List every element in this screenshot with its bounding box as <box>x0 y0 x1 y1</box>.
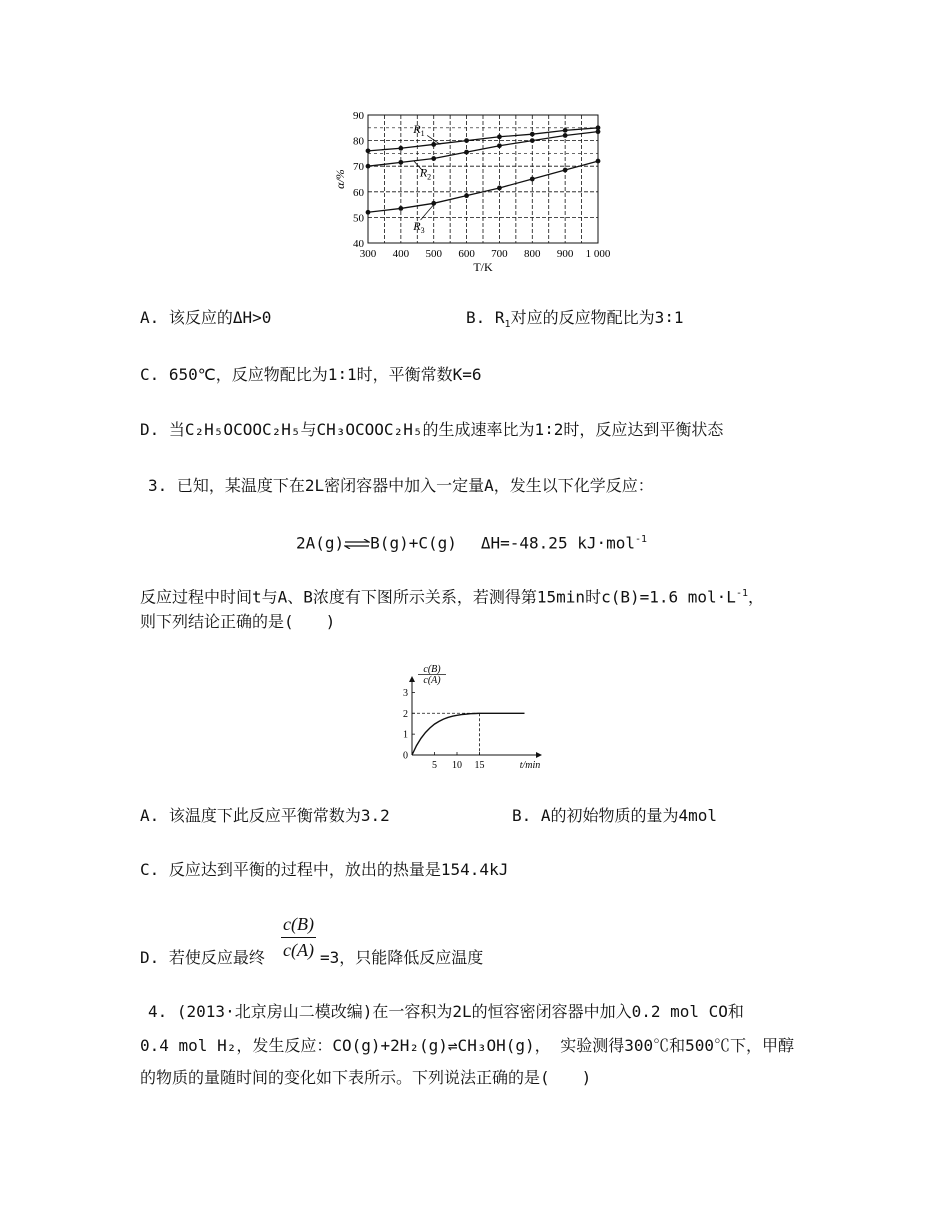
data-point <box>431 142 436 147</box>
y-tick-label: 70 <box>353 161 364 174</box>
q4-stem-line-3: 的物质的量随时间的变化如下表所示。下列说法正确的是( ) <box>140 1068 592 1087</box>
series-label: $R_1$ <box>413 121 425 138</box>
y-tick-label: 60 <box>353 186 364 199</box>
x-tick-label: 500 <box>425 248 442 260</box>
x-axis-label: T/K <box>473 260 493 274</box>
x-tick-label: 700 <box>491 248 508 260</box>
y-tick-label: 90 <box>353 110 364 122</box>
data-point <box>366 164 371 169</box>
data-point <box>464 193 469 198</box>
y-tick-label: 80 <box>353 135 364 148</box>
equilibrium-arrow-icon <box>344 534 370 554</box>
x-tick-label: 1 000 <box>585 248 611 260</box>
x-tick-label: 400 <box>392 248 410 260</box>
q3-option-b: B. A的初始物质的量为4mol <box>512 806 718 825</box>
x-axis-arrow-icon <box>536 752 542 758</box>
data-point <box>563 128 568 133</box>
fraction-numerator: c(B) <box>281 914 316 938</box>
data-point <box>530 132 535 137</box>
series-label: $R_2$ <box>419 165 432 182</box>
y-tick-label: 40 <box>353 238 364 250</box>
y-tick-label: 3 <box>403 687 408 699</box>
data-point <box>366 210 371 215</box>
q3-equation: 2A(g) B(g)+C(g) ΔH=-48.25 kJ·mol$^{-1}$ <box>296 533 648 553</box>
x-tick-label: 300 <box>359 248 377 260</box>
x-tick-label: 15 <box>474 760 485 771</box>
data-point <box>497 143 502 148</box>
q4-stem-line-2: 0.4 mol H₂，发生反应：CO(g)+2H₂(g)⇌CH₃OH(g)， 实验测得300℃和500℃下，甲醇 <box>140 1036 795 1055</box>
q3-stem: 3. 已知，某温度下在2L密闭容器中加入一定量A，发生以下化学反应： <box>148 476 654 495</box>
y-axis-arrow-icon <box>409 676 415 682</box>
q2-option-d: D. 当C₂H₅OCOOC₂H₅与CH₃OCOOC₂H₅的生成速率比为1∶2时，反应达到平衡状态 <box>140 420 724 439</box>
data-point <box>398 146 403 151</box>
data-point <box>530 177 535 182</box>
ratio-time-chart <box>390 662 550 774</box>
data-point <box>398 206 403 211</box>
data-point <box>497 186 502 191</box>
y-axis-label-denominator: c(A) <box>423 675 441 686</box>
data-point <box>596 159 601 164</box>
ratio-curve <box>412 713 525 755</box>
q3-option-a: A. 该温度下此反应平衡常数为3.2 <box>140 806 390 825</box>
y-tick-label: 2 <box>403 708 408 720</box>
x-tick-label: 600 <box>458 248 475 260</box>
data-point <box>563 168 568 173</box>
q2-option-a: A. 该反应的ΔH>0 <box>140 308 272 327</box>
y-tick-label: 1 <box>403 729 408 741</box>
x-tick-label: 5 <box>432 760 437 771</box>
x-axis-label: t/min <box>519 760 541 771</box>
q3-option-d-suffix: =3，只能降低反应温度 <box>320 948 484 967</box>
data-point <box>366 148 371 153</box>
q4-stem-line-1: 4. (2013·北京房山二模改编)在一容积为2L的恒容密闭容器中加入0.2 mol CO和 <box>148 1002 744 1021</box>
series-label: $R_3$ <box>413 219 425 236</box>
data-point <box>464 150 469 155</box>
data-point <box>398 160 403 165</box>
q3-question: 则下列结论正确的是( ) <box>140 612 336 631</box>
y-tick-label: 50 <box>353 212 364 225</box>
y-tick-label: 0 <box>403 750 408 762</box>
x-tick-label: 900 <box>556 248 574 260</box>
q3-description: 反应过程中时间t与A、B浓度有下图所示关系，若测得第15min时c(B)=1.6 $mol\cdot L^{-1}$， <box>140 587 764 607</box>
conversion-chart <box>330 105 630 275</box>
data-point <box>497 134 502 139</box>
y-axis-label: α/% <box>333 169 347 189</box>
data-point <box>530 138 535 143</box>
data-point <box>431 156 436 161</box>
fraction-denominator: c(A) <box>283 940 314 960</box>
y-axis-label-numerator: c(B) <box>423 664 441 675</box>
data-point <box>596 129 601 134</box>
q2-option-b: B. $R_1$对应的反应物配比为3∶1 <box>466 308 684 331</box>
q2-option-c: C. 650℃，反应物配比为1∶1时，平衡常数K=6 <box>140 365 482 384</box>
q3-option-d-prefix: D. 若使反应最终 <box>140 948 265 967</box>
data-point <box>563 133 568 138</box>
x-tick-label: 10 <box>452 760 462 771</box>
q3-option-c: C. 反应达到平衡的过程中，放出的热量是154.4kJ <box>140 860 509 879</box>
x-tick-label: 800 <box>524 248 541 260</box>
q3-option-d-fraction <box>281 914 316 961</box>
data-point <box>464 138 469 143</box>
